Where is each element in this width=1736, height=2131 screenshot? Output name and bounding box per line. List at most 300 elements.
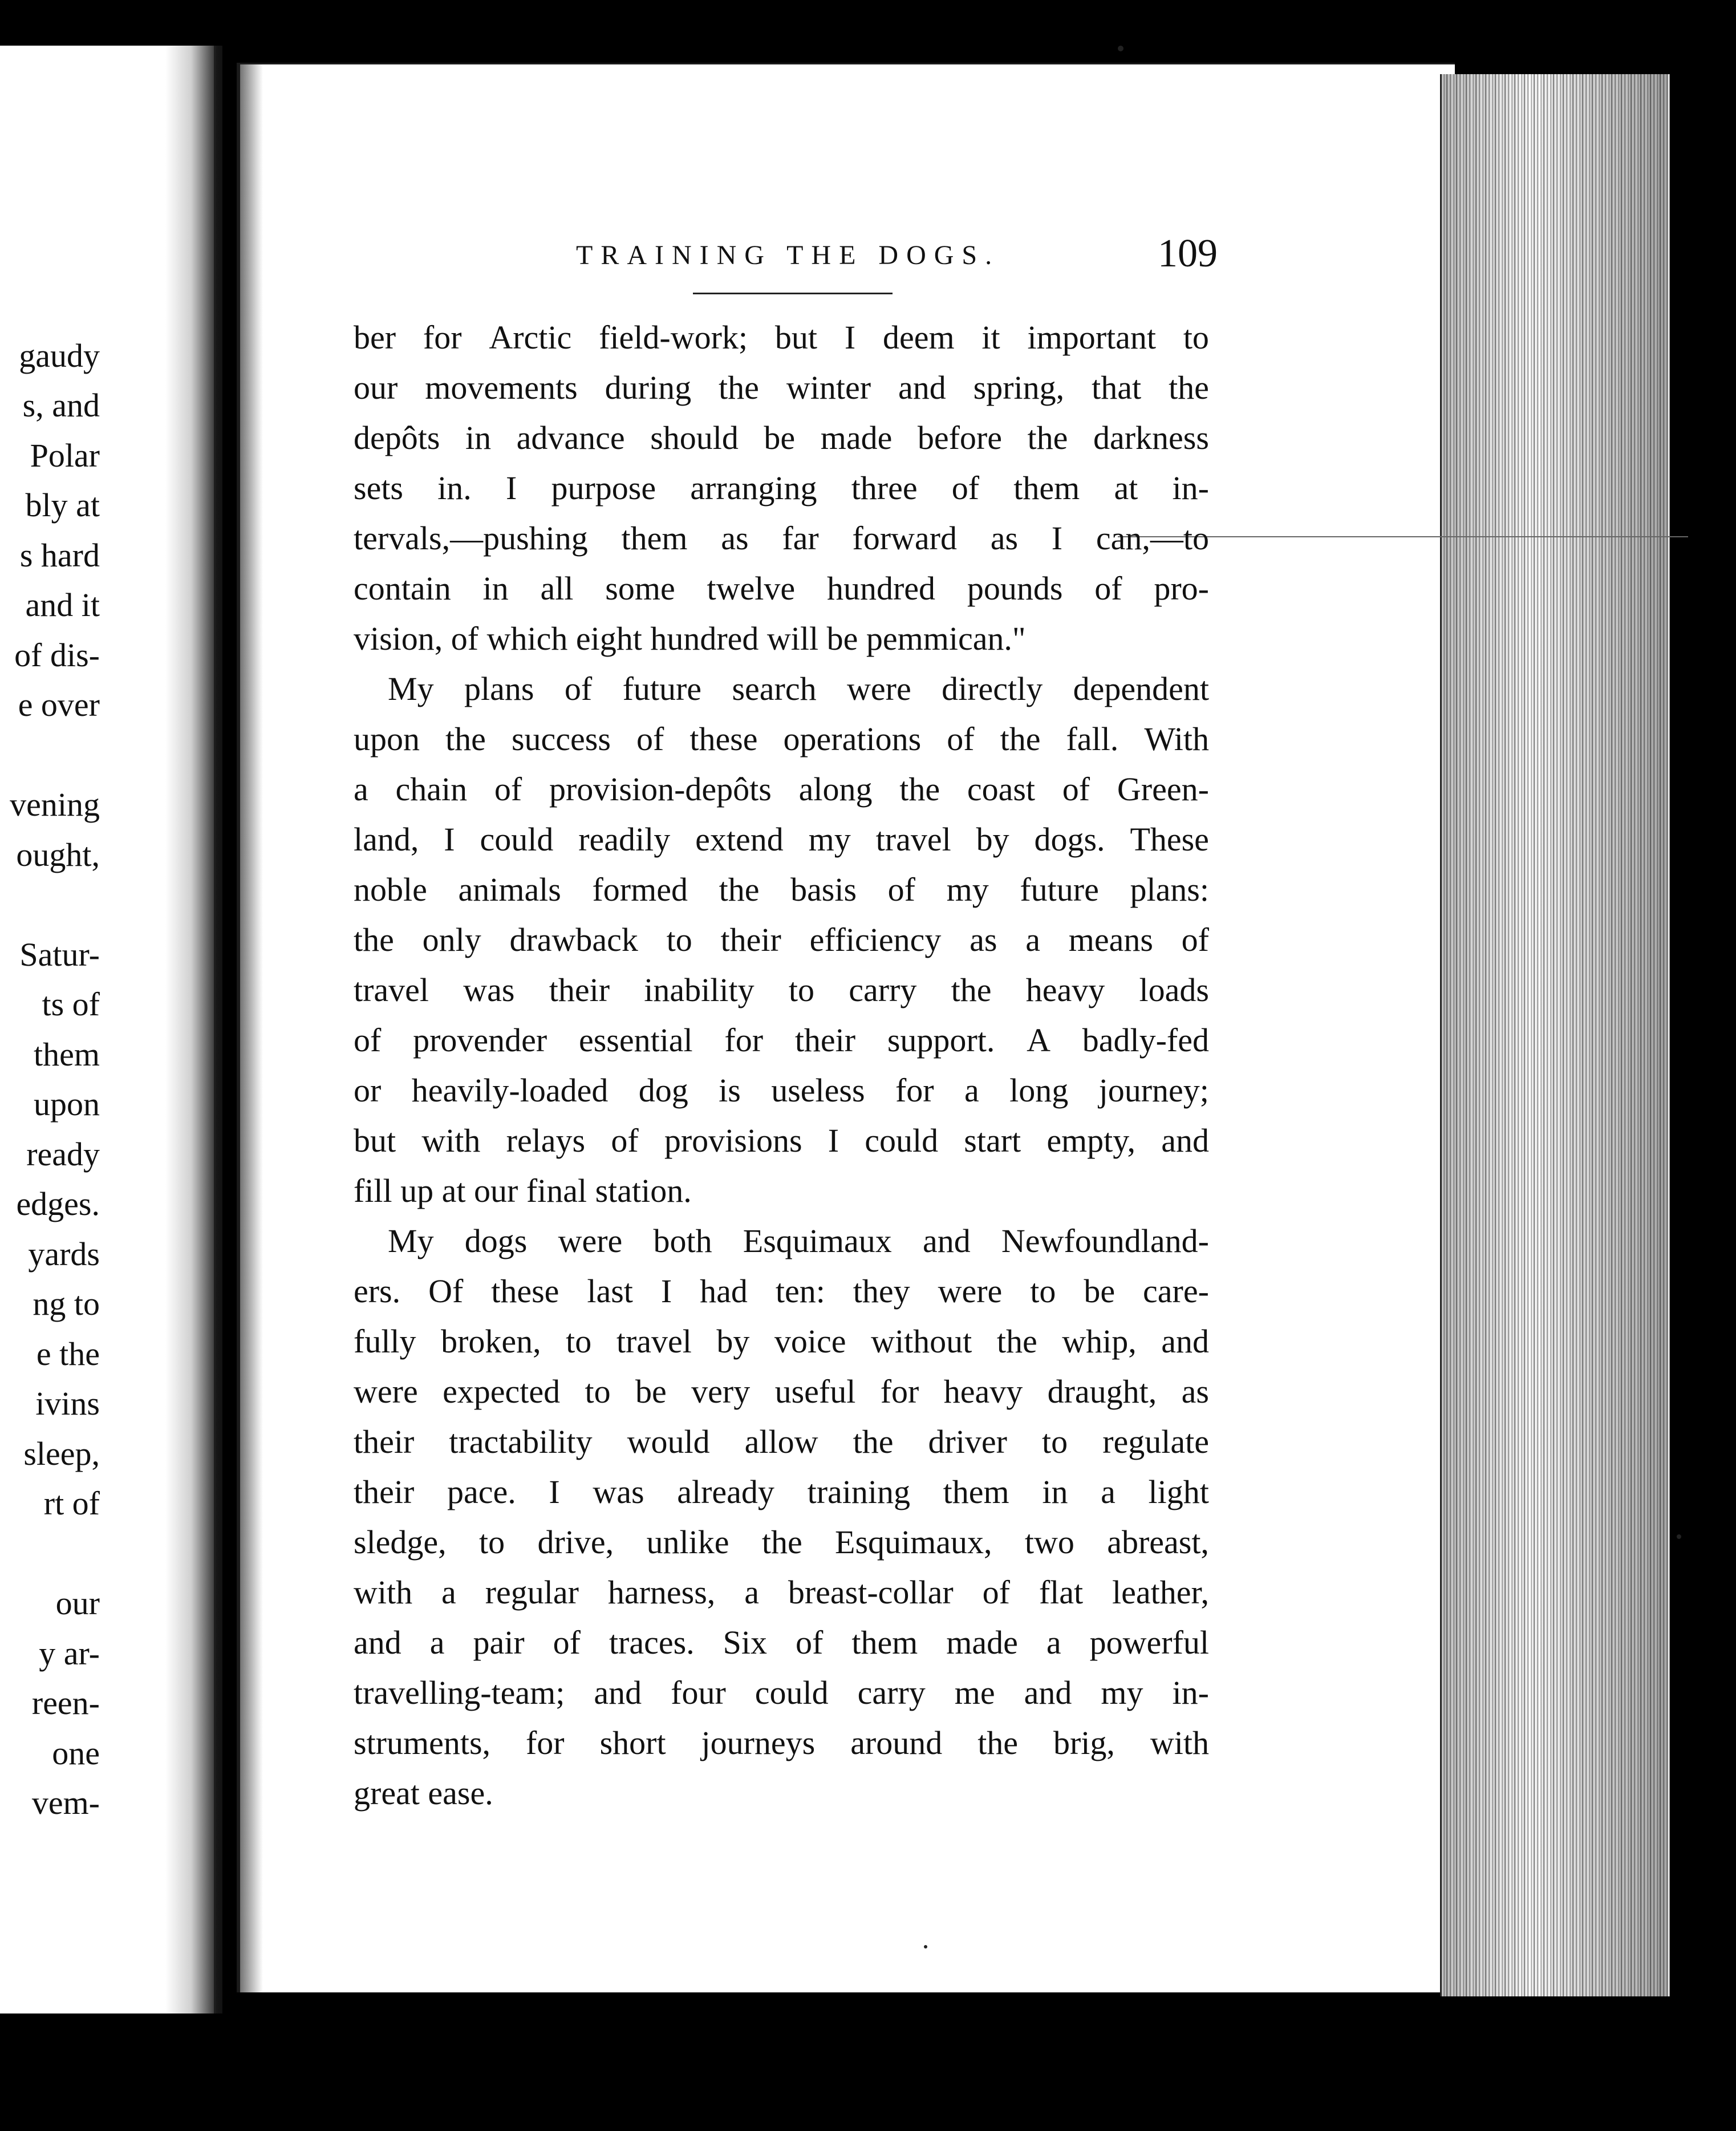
word: was — [463, 971, 515, 1008]
body-text-line — [354, 965, 1209, 1015]
word: their — [720, 921, 781, 958]
word: our — [354, 369, 398, 406]
word: them — [1013, 469, 1080, 507]
left-page-line: edges. — [16, 1185, 100, 1222]
word: for — [724, 1022, 764, 1059]
word: tractability — [449, 1423, 593, 1460]
word: the — [853, 1423, 894, 1460]
word: support. — [887, 1022, 995, 1059]
body-text-line — [354, 413, 1209, 463]
word: traces. — [609, 1624, 695, 1661]
left-page-line: rt of — [43, 1485, 100, 1522]
word: the — [719, 871, 760, 908]
word: Arctic — [489, 319, 572, 356]
word: but — [354, 1122, 396, 1159]
body-text-line — [354, 463, 1209, 513]
body-text-line — [354, 1718, 1209, 1768]
word: all — [540, 570, 574, 607]
running-head-rule — [693, 293, 893, 294]
word: were — [558, 1222, 623, 1259]
word: the — [951, 971, 992, 1008]
word: a — [441, 1574, 456, 1611]
left-page-line: yards — [28, 1235, 100, 1273]
word: search — [732, 670, 817, 707]
word: tervals,—pushing — [354, 520, 588, 557]
word: directly — [942, 670, 1043, 707]
word: darkness — [1093, 419, 1209, 456]
word: and — [1024, 1674, 1072, 1711]
word: for — [880, 1373, 919, 1410]
word: dogs — [464, 1222, 528, 1259]
word: brig, — [1053, 1724, 1115, 1761]
word: heavy — [1025, 971, 1105, 1008]
word: could — [865, 1122, 939, 1159]
word: My — [388, 1222, 434, 1259]
word: future — [1020, 871, 1099, 908]
word: in- — [1172, 469, 1209, 507]
body-text-line — [354, 1668, 1209, 1718]
body-text-line — [354, 1567, 1209, 1618]
word: abreast, — [1107, 1524, 1209, 1561]
word: loads — [1139, 971, 1209, 1008]
word: of — [564, 670, 593, 707]
word: to — [1183, 319, 1209, 356]
word: of — [887, 871, 915, 908]
word: pounds — [967, 570, 1063, 607]
word: the — [761, 1524, 802, 1561]
word: for — [895, 1072, 934, 1109]
left-page-line: s, and — [22, 387, 100, 424]
left-page-line: e the — [36, 1335, 100, 1372]
word: and — [898, 369, 946, 406]
word: without — [871, 1323, 972, 1360]
left-page-line: ivins — [35, 1385, 100, 1422]
word: light — [1148, 1473, 1209, 1510]
word: the — [1169, 369, 1209, 406]
word: a — [744, 1574, 759, 1611]
scan-speck — [1677, 1534, 1681, 1539]
word: to — [1030, 1273, 1056, 1310]
left-page-line: of dis- — [14, 637, 100, 674]
word: during — [605, 369, 692, 406]
word: and — [354, 1624, 401, 1661]
word: travel — [875, 821, 951, 858]
body-text-line — [354, 815, 1209, 865]
word: the — [899, 771, 940, 808]
word: arranging — [690, 469, 817, 507]
word: leather, — [1112, 1574, 1209, 1611]
word: deem — [882, 319, 955, 356]
word: of — [1094, 570, 1122, 607]
word: drawback — [509, 921, 638, 958]
word: the — [719, 369, 759, 406]
word: of — [611, 1122, 639, 1159]
word: harness, — [607, 1574, 716, 1611]
word: to — [566, 1323, 592, 1360]
word: I — [828, 1122, 839, 1159]
word: I — [844, 319, 856, 356]
word: sets — [354, 469, 403, 507]
word: pair — [473, 1624, 525, 1661]
word: could — [755, 1674, 829, 1711]
word: with — [354, 1574, 413, 1611]
word: upon — [354, 720, 420, 757]
word: three — [851, 469, 918, 507]
word: and — [1161, 1122, 1209, 1159]
body-text-line: fill up at our final station. — [354, 1172, 692, 1209]
word: noble — [354, 871, 427, 908]
word: travelling-team; — [354, 1674, 565, 1711]
fore-edge-page-stack — [1440, 74, 1670, 1996]
word: only — [422, 921, 481, 958]
word: along — [798, 771, 873, 808]
word: to — [1042, 1423, 1068, 1460]
word: four — [671, 1674, 726, 1711]
body-text-line: great ease. — [354, 1775, 493, 1812]
word: with — [1150, 1724, 1209, 1761]
word: made — [946, 1624, 1018, 1661]
word: useless — [771, 1072, 865, 1109]
scan-speck — [1118, 46, 1123, 51]
scan-speck — [924, 1945, 927, 1948]
left-page-line: e over — [18, 686, 100, 723]
word: training — [807, 1473, 910, 1510]
word: carry — [857, 1674, 926, 1711]
word: pro- — [1154, 570, 1209, 607]
word: ten: — [775, 1273, 825, 1310]
word: I — [505, 469, 517, 507]
word: means — [1068, 921, 1153, 958]
word: their — [794, 1022, 856, 1059]
word: by — [976, 821, 1009, 858]
body-text-line — [354, 865, 1209, 915]
word: heavily-loaded — [411, 1072, 609, 1109]
word: a — [964, 1072, 979, 1109]
word: contain — [354, 570, 451, 607]
word: struments, — [354, 1724, 491, 1761]
word: badly-fed — [1082, 1022, 1209, 1059]
word: I — [1051, 520, 1063, 557]
word: drive, — [537, 1524, 614, 1561]
page-edge-shadow — [240, 64, 263, 1992]
body-text-line — [354, 664, 1209, 714]
word: in — [465, 419, 492, 456]
left-page-line: upon — [34, 1085, 100, 1123]
word: relays — [506, 1122, 586, 1159]
left-facing-page — [0, 46, 216, 2013]
body-text-line — [354, 1066, 1209, 1116]
word: flat — [1039, 1574, 1084, 1611]
word: be — [764, 419, 796, 456]
word: success — [511, 720, 611, 757]
word: advance — [516, 419, 625, 456]
word: their — [354, 1423, 415, 1460]
word: Esquimaux — [743, 1222, 892, 1259]
word: of — [1181, 921, 1209, 958]
word: care- — [1143, 1273, 1209, 1310]
word: useful — [774, 1373, 856, 1410]
word: powerful — [1089, 1624, 1209, 1661]
word: in. — [437, 469, 472, 507]
word: winter — [786, 369, 871, 406]
left-page-line: vem- — [31, 1784, 100, 1821]
word: the — [445, 720, 486, 757]
word: allow — [744, 1423, 818, 1460]
word: breast-collar — [788, 1574, 954, 1611]
word: provision-depôts — [549, 771, 772, 808]
word: pace. — [447, 1473, 516, 1510]
left-page-line: ought, — [16, 836, 100, 873]
word: around — [850, 1724, 943, 1761]
word: they — [853, 1273, 910, 1310]
word: these — [689, 720, 758, 757]
word: in — [1042, 1473, 1068, 1510]
left-page-line: s hard — [19, 537, 100, 574]
word: Green- — [1117, 771, 1209, 808]
word: expected — [443, 1373, 561, 1410]
left-page-line: and it — [25, 586, 100, 623]
word: voice — [774, 1323, 846, 1360]
body-text-line — [354, 564, 1209, 614]
word: would — [627, 1423, 710, 1460]
left-page-line: Satur- — [19, 936, 100, 973]
word: my — [808, 821, 851, 858]
word: fall. — [1066, 720, 1119, 757]
left-page-line: ng to — [33, 1285, 100, 1322]
word: depôts — [354, 419, 440, 456]
word: a — [1101, 1473, 1116, 1510]
word: both — [653, 1222, 712, 1259]
body-text-line — [354, 714, 1209, 764]
word: carry — [849, 971, 917, 1008]
word: extend — [695, 821, 784, 858]
word: future — [622, 670, 702, 707]
word: of — [796, 1624, 824, 1661]
word: chain — [395, 771, 468, 808]
word: already — [677, 1473, 774, 1510]
word: field-work; — [599, 319, 748, 356]
word: important — [1027, 319, 1156, 356]
word: Newfoundland- — [1001, 1222, 1209, 1259]
word: These — [1130, 821, 1209, 858]
word: a — [1025, 921, 1040, 958]
word: my — [1101, 1674, 1143, 1711]
word: these — [491, 1273, 559, 1310]
word: for — [423, 319, 462, 356]
left-page-line: y ar- — [39, 1635, 100, 1672]
word: a — [429, 1624, 445, 1661]
word: had — [700, 1273, 748, 1310]
word: essential — [578, 1022, 693, 1059]
word: but — [774, 319, 817, 356]
word: of — [1062, 771, 1090, 808]
word: forward — [852, 520, 957, 557]
word: can,—to — [1096, 520, 1209, 557]
word: as — [990, 520, 1019, 557]
word: and — [1161, 1323, 1209, 1360]
word: long — [1009, 1072, 1069, 1109]
body-text-line — [354, 1417, 1209, 1467]
word: very — [691, 1373, 751, 1410]
left-page-line: ts of — [42, 986, 100, 1023]
word: as — [721, 520, 749, 557]
word: formed — [592, 871, 688, 908]
word: to — [585, 1373, 611, 1410]
word: operations — [783, 720, 922, 757]
word: the — [1027, 419, 1068, 456]
body-text-line — [354, 1216, 1209, 1266]
left-page-line: Polar — [30, 437, 100, 474]
word: journey; — [1098, 1072, 1209, 1109]
body-text-line — [354, 1116, 1209, 1166]
word: of — [354, 1022, 382, 1059]
word: journeys — [701, 1724, 816, 1761]
word: animals — [458, 871, 561, 908]
word: I — [444, 821, 455, 858]
word: hundred — [826, 570, 935, 607]
word: made — [820, 419, 893, 456]
word: start — [964, 1122, 1021, 1159]
word: regular — [485, 1574, 579, 1611]
word: them — [943, 1473, 1009, 1510]
body-text — [354, 313, 1209, 1818]
word: their — [549, 971, 610, 1008]
word: twelve — [707, 570, 796, 607]
word: draught, — [1047, 1373, 1157, 1410]
word: readily — [578, 821, 671, 858]
word: them — [621, 520, 688, 557]
word: My — [388, 670, 434, 707]
body-text-line — [354, 1266, 1209, 1316]
word: to — [479, 1524, 505, 1561]
word: plans — [464, 670, 534, 707]
word: A — [1027, 1022, 1050, 1059]
word: at — [1114, 469, 1138, 507]
word: regulate — [1102, 1423, 1209, 1460]
body-text-line — [354, 363, 1209, 413]
word: was — [593, 1473, 644, 1510]
word: dependent — [1073, 670, 1209, 707]
word: them — [851, 1624, 918, 1661]
word: some — [605, 570, 675, 607]
body-text-line — [354, 313, 1209, 363]
word: me — [954, 1674, 995, 1711]
word: far — [782, 520, 819, 557]
word: were — [354, 1373, 418, 1410]
word: of — [947, 720, 975, 757]
word: heavy — [943, 1373, 1023, 1410]
word: were — [847, 670, 911, 707]
left-page-line: them — [34, 1036, 100, 1073]
word: dog — [638, 1072, 688, 1109]
body-text-line — [354, 764, 1209, 815]
word: to — [666, 921, 692, 958]
word: last — [587, 1273, 633, 1310]
word: my — [946, 871, 989, 908]
word: and — [594, 1674, 642, 1711]
left-page-line: sleep, — [23, 1435, 100, 1472]
word: With — [1144, 720, 1209, 757]
word: as — [970, 921, 997, 958]
body-text-line — [354, 1316, 1209, 1367]
word: should — [650, 419, 739, 456]
word: purpose — [551, 469, 656, 507]
word: Six — [723, 1624, 768, 1661]
word: and — [922, 1222, 971, 1259]
word: inability — [644, 971, 755, 1008]
word: the — [996, 1323, 1037, 1360]
left-page-line: our — [55, 1585, 100, 1622]
word: plans: — [1130, 871, 1209, 908]
word: I — [549, 1473, 560, 1510]
body-text-line — [354, 1367, 1209, 1417]
word: driver — [928, 1423, 1007, 1460]
word: in — [482, 570, 509, 607]
body-text-line — [354, 1517, 1209, 1567]
word: with — [421, 1122, 481, 1159]
left-page-line: bly at — [25, 487, 100, 524]
word: could — [480, 821, 554, 858]
word: that — [1092, 369, 1142, 406]
word: coast — [967, 771, 1036, 808]
word: the — [354, 921, 394, 958]
word: I — [660, 1273, 672, 1310]
left-page-line: gaudy — [19, 337, 100, 374]
word: before — [917, 419, 1002, 456]
word: unlike — [646, 1524, 729, 1561]
word: basis — [790, 871, 857, 908]
word: be — [635, 1373, 667, 1410]
left-page-line: one — [52, 1735, 100, 1772]
body-text-line — [354, 513, 1209, 564]
word: to — [788, 971, 814, 1008]
left-page-line: ready — [26, 1136, 100, 1173]
word: travel — [616, 1323, 692, 1360]
word: it — [981, 319, 1000, 356]
running-head: TRAINING THE DOGS. — [576, 240, 1000, 270]
left-page-line: vening — [10, 786, 100, 823]
word: the — [977, 1724, 1019, 1761]
body-text-line — [354, 1467, 1209, 1517]
left-page-line: reen- — [31, 1684, 100, 1721]
word: of — [951, 469, 980, 507]
page-number: 109 — [1158, 232, 1218, 276]
word: of — [636, 720, 664, 757]
word: whip, — [1062, 1323, 1137, 1360]
word: dogs. — [1034, 821, 1105, 858]
body-text-line: vision, of which eight hundred will be pemmican." — [354, 620, 1026, 657]
word: travel — [354, 971, 429, 1008]
word: broken, — [441, 1323, 541, 1360]
word: of — [494, 771, 522, 808]
word: by — [716, 1323, 750, 1360]
word: sledge, — [354, 1524, 447, 1561]
word: empty, — [1047, 1122, 1136, 1159]
word: Of — [428, 1273, 464, 1310]
word: of — [982, 1574, 1010, 1611]
word: provisions — [664, 1122, 802, 1159]
word: a — [354, 771, 368, 808]
word: of — [553, 1624, 581, 1661]
word: ers. — [354, 1273, 401, 1310]
word: be — [1084, 1273, 1116, 1310]
body-text-line — [354, 915, 1209, 965]
body-text-line — [354, 1015, 1209, 1066]
word: a — [1046, 1624, 1061, 1661]
word: short — [599, 1724, 666, 1761]
word: movements — [425, 369, 578, 406]
word: provender — [413, 1022, 547, 1059]
